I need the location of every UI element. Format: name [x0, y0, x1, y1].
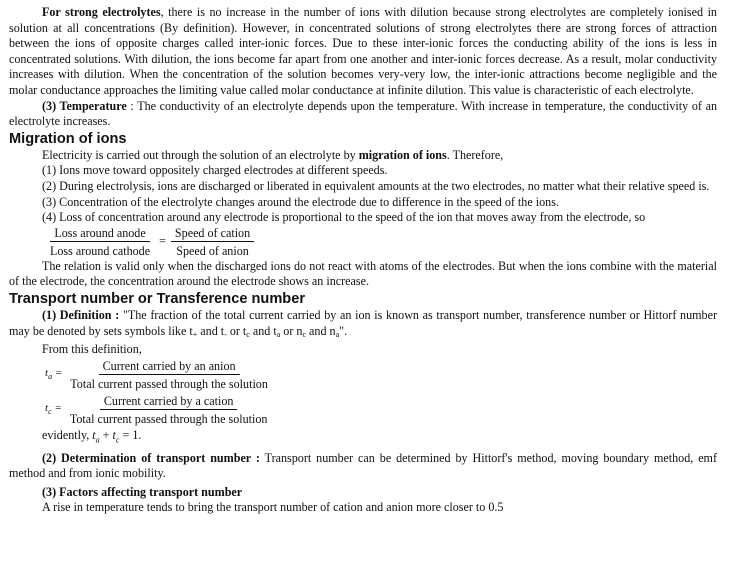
migration-intro: Electricity is carried out through the solution of an electrolyte by migration of ions. Therefore,	[42, 147, 504, 162]
ta-fraction: $\frac{\text{Current carried by an anion}}{\text{Total current passed through the solution}}$	[70, 359, 268, 392]
determination-paragraph: (2) Determination of transport number : Transport number can be determined by Hittorf's method, moving boundary method, emf method and from ionic mobility.	[9, 450, 717, 481]
migration-point-2: (2) During electrolysis, ions are discharged or liberated in equivalent amounts at the two electrodes, no matter what their relative speed is.	[42, 178, 710, 193]
document-page	[9, 5, 717, 516]
strong-electrolytes-bold: For strong electrolytes	[42, 5, 161, 19]
factors-text: A rise in temperature tends to bring the transport number of cation and anion more closer to 0.5	[42, 500, 504, 515]
temperature-text: : The conductivity of an electrolyte depends upon the temperature. With increase in temperature, the conductivity of an electrolyte increases.	[9, 98, 717, 129]
migration-point-4: (4) Loss of concentration around any electrode is proportional to the speed of the ion that moves away from the electrode, so	[42, 210, 646, 225]
migration-point-3: (3) Concentration of the electrolyte changes around the electrode due to difference in the speed of the ions.	[42, 194, 559, 209]
from-definition: From this definition,	[42, 342, 142, 357]
speed-fraction: $\frac{\text{Speed of cation}}{\text{Speed of anion}}$	[171, 226, 254, 258]
factors-heading: (3) Factors affecting transport number	[42, 484, 243, 499]
transport-heading: Transport number or Transference number	[9, 290, 306, 307]
migration-point-1: (1) Ions move toward oppositely charged electrodes at different speeds.	[42, 163, 388, 178]
definition-paragraph: (1) Definition : "The fraction of the total current carried by an ion is known as transport number, transference number or Hittorf number may be denoted by sets symbols like t+ and t- or tc and ta or nc and na".	[9, 307, 717, 339]
strong-electrolytes-paragraph	[9, 5, 717, 99]
loss-speed-ratio: $\frac{\text{Loss around anode}}{\text{Loss around cathode}}$ = $\frac{\text{Speed of cation}}{\text{Speed of anion}}$	[46, 226, 717, 259]
loss-fraction: $\frac{\text{Loss around anode}}{\text{Loss around cathode}}$	[50, 226, 151, 259]
tc-equation: $t_c$ = $\frac{\text{Current carried by a cation}}{\text{Total current passed through the solution}}$	[45, 393, 717, 428]
strong-electrolytes-text: , there is no increase in the number of ions with dilution because strong electrolytes are completely ionised in solution at all concentrations (By definition). However, in concentrated solutions of strong electrolytes there are strong forces of attraction between the ions of opposite charges called inter-ionic forces. Due to these inter-ionic forces the conducting ability of the ions is less in concentrated solutions. With dilution, the ions become far apart from one another and inter-ionic forces decrease. As a result, molar conductivity increases with dilution. When the concentration of the solution becomes very-very low, the inter-ionic attractions become negligible and the molar conductance approaches the limiting value called molar conductance at infinite dilution. This value is characteristic of each electrolyte.	[9, 5, 717, 97]
relation-paragraph: The relation is valid only when the discharged ions do not react with atoms of the electrodes. But when the ions combine with the material of the electrode, the concentration around the electrode shows an increase.	[9, 258, 717, 289]
temperature-paragraph	[9, 99, 717, 130]
temperature-bold: (3) Temperature	[42, 98, 127, 113]
evidently-line: evidently, $t_a + t_c = 1$.	[42, 427, 142, 445]
migration-heading: Migration of ions	[9, 130, 127, 147]
ta-equation: $t_a$ = $\frac{\text{Current carried by an anion}}{\text{Total current passed through the solution}}$	[45, 358, 717, 393]
tc-fraction: $\frac{\text{Current carried by a cation}}{\text{Total current passed through the solution}}$	[69, 394, 268, 427]
